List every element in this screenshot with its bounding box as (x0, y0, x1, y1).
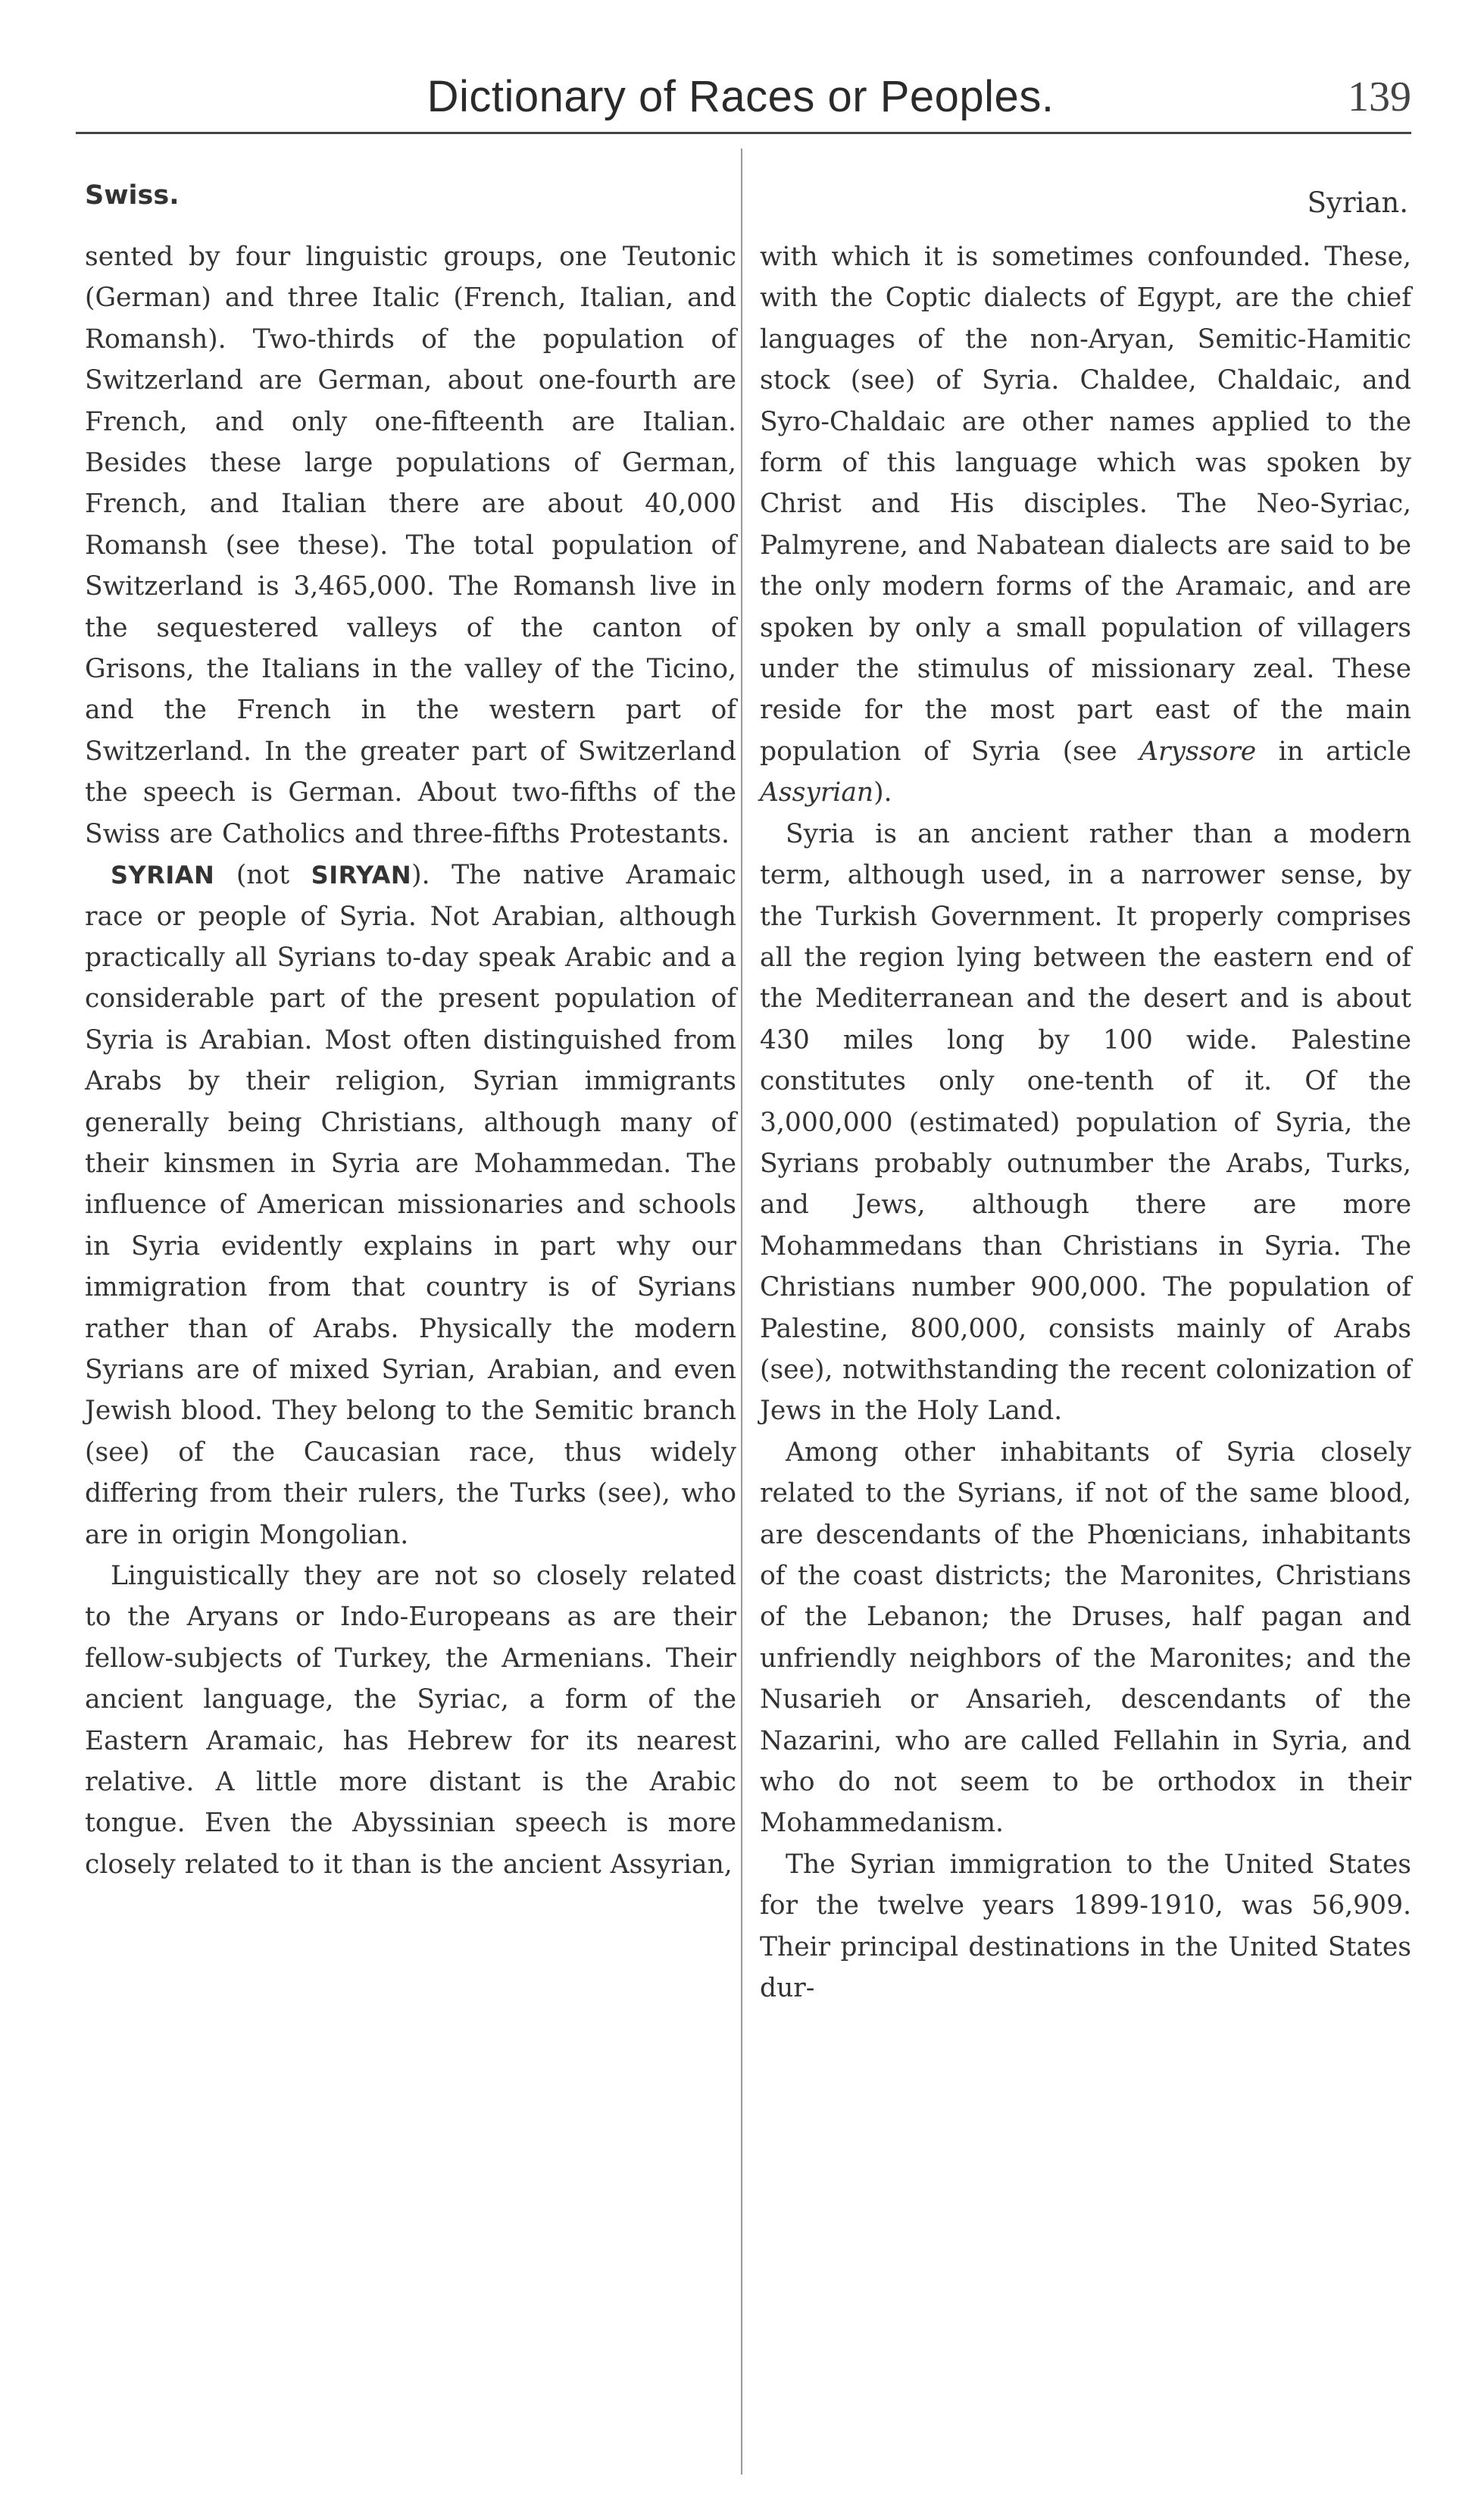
header-rule (76, 132, 1411, 134)
page-title: Dictionary of Races or Peoples. (426, 72, 1055, 121)
right-column (760, 236, 1411, 2009)
guide-word-left: Swiss. (85, 180, 180, 211)
paren-open: (not (214, 860, 311, 891)
page-number: 139 (1348, 73, 1411, 120)
dialects-text-b: in article (1256, 736, 1411, 767)
paragraph-syria-region: Syria is an ancient rather than a modern term, although used, in a narrower sense, by the Turkish Government. It properly comprises all the region lying between the eastern end of the Mediterranean and the desert and is about 430 miles long by 100 wide. Palestine constitutes only one-tenth of it. Of the 3,000,000 (estimated) population of Syria, the Syrians probably outnumber the Arabs, Turks, and Jews, although there are more Mohammedans than Christians in Syria. The Christians number 900,000. The population of Palestine, 800,000, consists mainly of Arabs (see), notwithstanding the recent colonization of Jews in the Holy Land. (760, 818, 1411, 1427)
entry-headword: SYRIAN (111, 861, 215, 890)
dialects-text-c: ). (873, 777, 892, 808)
paragraph-linguistic: Linguistically they are not so closely related to the Aryans or Indo-Europeans as are their fellow-subjects of Turkey, the Armenians. Their ancient language, the Syriac, a form of the Eastern Aramaic, has Hebrew for its nearest relative. A little more distant is the Arabic tongue. Even the Abyssinian speech is more closely related to it than is the ancient Assyrian, (85, 1561, 736, 1880)
entry-variant: SIRYAN (311, 861, 412, 890)
column-divider (741, 149, 742, 2475)
dialects-italic-article: Assyrian (760, 777, 874, 808)
paragraph-swiss-continued: sented by four linguistic groups, one Teutonic (German) and three Italic (French, Italian, and Romansh). Two-thirds of the population of Switzerland are German, about one-fourth are French, and only one-fifteenth are Italian. Besides these large populations of German, French, and Italian there are about 40,000 Romansh (see these). The total population of Switzerland is 3,465,000. The Romansh live in the sequestered valleys of the canton of Grisons, the Italians in the valley of the Ticino, and the French in the western part of Switzerland. In the greater part of Switzerland the speech is German. About two-fifths of the Swiss are Catholics and three-fifths Protestants. (85, 242, 736, 849)
paragraph-dialects (760, 236, 1411, 814)
paragraph-immigration: The Syrian immigration to the United States for the twelve years 1899-1910, was 56,909. Their principal destinations in the United States dur- (760, 1849, 1411, 2004)
paren-close: ). (411, 860, 430, 891)
running-header (0, 53, 1481, 136)
entry-text: The native Aramaic race or people of Syria. Not Arabian, although practically all Syrians to-day speak Arabic and a considerable part of the present population of Syria is Arabian. Most often distinguished from Arabs by their religion, Syrian immigrants generally being Christians, although many of their kinsmen in Syria are Mohammedan. The influence of American missionaries and schools in Syria evidently explains in part why our immigration from that country is of Syrians rather than of Arabs. Physically the modern Syrians are of mixed Syrian, Arabian, and even Jewish blood. They belong to the Semitic branch (see) of the Caucasian race, thus widely differing from their rulers, the Turks (see), who are in origin Mongolian. (85, 860, 736, 1550)
dialects-italic-ref: Aryssore (1139, 736, 1257, 767)
left-column (85, 236, 736, 1885)
paragraph-syrian-entry (85, 855, 736, 1555)
guide-word-right: Syrian. (1307, 186, 1408, 219)
dialects-text-a: with which it is sometimes confounded. These, with the Coptic dialects of Egypt, are the chief languages of the non-Aryan, Semitic-Hamitic stock (see) of Syria. Chaldee, Chaldaic, and Syro-Chaldaic are other names applied to the form of this language which was spoken by Christ and His disciples. The Neo-Syriac, Palmyrene, and Nabatean dialects are said to be the only modern forms of the Aramaic, and are spoken by only a small population of villagers under the stimulus of missionary zeal. These reside for the most part east of the main population of Syria (see (760, 242, 1411, 767)
paragraph-other-inhabitants: Among other inhabitants of Syria closely related to the Syrians, if not of the same blood, are descendants of the Phœnicians, inhabitants of the coast districts; the Maronites, Christians of the Lebanon; the Druses, half pagan and unfriendly neighbors of the Maronites; and the Nusarieh or Ansarieh, descendants of the Nazarini, who are called Fellahin in Syria, and who do not seem to be orthodox in their Mohammedanism. (760, 1437, 1411, 1839)
